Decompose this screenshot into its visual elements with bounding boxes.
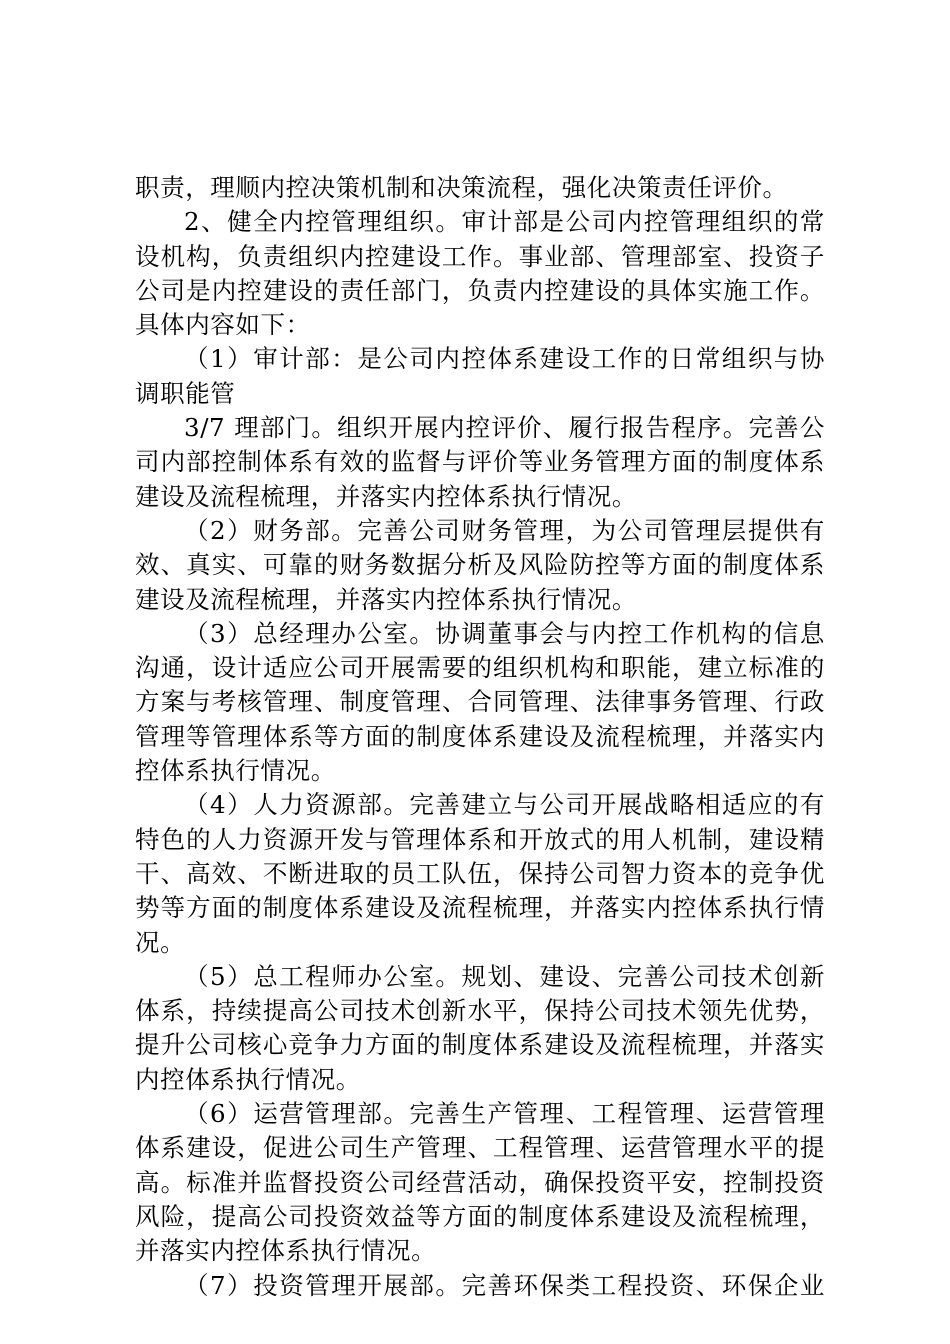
text-line: （5）总工程师办公室。规划、建设、完善公司技术创新 bbox=[184, 961, 825, 991]
paragraph-general-manager-office bbox=[135, 617, 825, 788]
paragraph-chief-engineer-office bbox=[135, 960, 825, 1097]
paragraph-audit-department-continued bbox=[135, 411, 825, 514]
text-line: 况。 bbox=[135, 927, 186, 957]
paragraph-operations-management bbox=[135, 1097, 825, 1268]
text-line: 控体系执行情况。 bbox=[135, 756, 336, 786]
text-line: 方案与考核管理、制度管理、合同管理、法律事务管理、行政 bbox=[135, 687, 825, 717]
text-line: 体系，持续提高公司技术创新水平，保持公司技术领先优势， bbox=[135, 996, 825, 1026]
text-line: 司内部控制体系有效的监督与评价等业务管理方面的制度体系 bbox=[135, 447, 825, 477]
paragraph-intro-continuation bbox=[135, 171, 825, 205]
paragraph-human-resources bbox=[135, 788, 825, 959]
text-line: 2、健全内控管理组织。审计部是公司内控管理组织的常 bbox=[184, 207, 825, 237]
text-line: 具体内容如下： bbox=[135, 310, 311, 340]
text-line: 风险，提高公司投资效益等方面的制度体系建设及流程梳理， bbox=[135, 1201, 825, 1231]
text-line: 建设及流程梳理，并落实内控体系执行情况。 bbox=[135, 584, 637, 614]
text-line: 效、真实、可靠的财务数据分析及风险防控等方面的制度体系 bbox=[135, 550, 825, 580]
paragraph-internal-control-organization bbox=[135, 205, 825, 342]
text-line: 体系建设，促进公司生产管理、工程管理、运营管理水平的提 bbox=[135, 1133, 825, 1163]
text-line: （6）运营管理部。完善生产管理、工程管理、运营管理 bbox=[184, 1099, 825, 1129]
paragraph-finance-department bbox=[135, 514, 825, 617]
text-line: 设机构，负责组织内控建设工作。事业部、管理部室、投资子 bbox=[135, 241, 825, 271]
text-line: 职责，理顺内控决策机制和决策流程，强化决策责任评价。 bbox=[135, 173, 788, 202]
text-line: （4）人力资源部。完善建立与公司开展战略相适应的有 bbox=[184, 790, 825, 820]
text-line: 特色的人力资源开发与管理体系和开放式的用人机制，建设精 bbox=[135, 824, 825, 854]
text-line: 干、高效、不断进取的员工队伍，保持公司智力资本的竞争优 bbox=[135, 858, 825, 888]
paragraph-audit-department bbox=[135, 342, 825, 411]
text-line: 3/7 理部门。组织开展内控评价、履行报告程序。完善公 bbox=[184, 413, 825, 443]
text-line: 调职能管 bbox=[135, 378, 236, 408]
text-line: 公司是内控建设的责任部门，负责内控建设的具体实施工作。 bbox=[135, 275, 825, 305]
text-line: 建设及流程梳理，并落实内控体系执行情况。 bbox=[135, 481, 637, 511]
text-line: （3）总经理办公室。协调董事会与内控工作机构的信息 bbox=[184, 618, 825, 648]
text-line: 提升公司核心竞争力方面的制度体系建设及流程梳理，并落实 bbox=[135, 1030, 825, 1060]
text-line: （2）财务部。完善公司财务管理，为公司管理层提供有 bbox=[184, 515, 825, 545]
text-line: （1）审计部：是公司内控体系建设工作的日常组织与协 bbox=[184, 344, 825, 374]
text-line: 高。标准并监督投资公司经营活动，确保投资平安，控制投资 bbox=[135, 1167, 825, 1197]
text-line: 管理等管理体系等方面的制度体系建设及流程梳理，并落实内 bbox=[135, 721, 825, 751]
document-body bbox=[135, 171, 825, 1303]
text-line: 内控体系执行情况。 bbox=[135, 1064, 361, 1094]
paragraph-investment-management bbox=[135, 1269, 825, 1303]
text-line: （7）投资管理开展部。完善环保类工程投资、环保企业 bbox=[184, 1270, 825, 1300]
text-line: 沟通，设计适应公司开展需要的组织机构和职能，建立标准的 bbox=[135, 653, 825, 683]
text-line: 势等方面的制度体系建设及流程梳理，并落实内控体系执行情 bbox=[135, 893, 825, 923]
text-line: 并落实内控体系执行情况。 bbox=[135, 1236, 437, 1266]
